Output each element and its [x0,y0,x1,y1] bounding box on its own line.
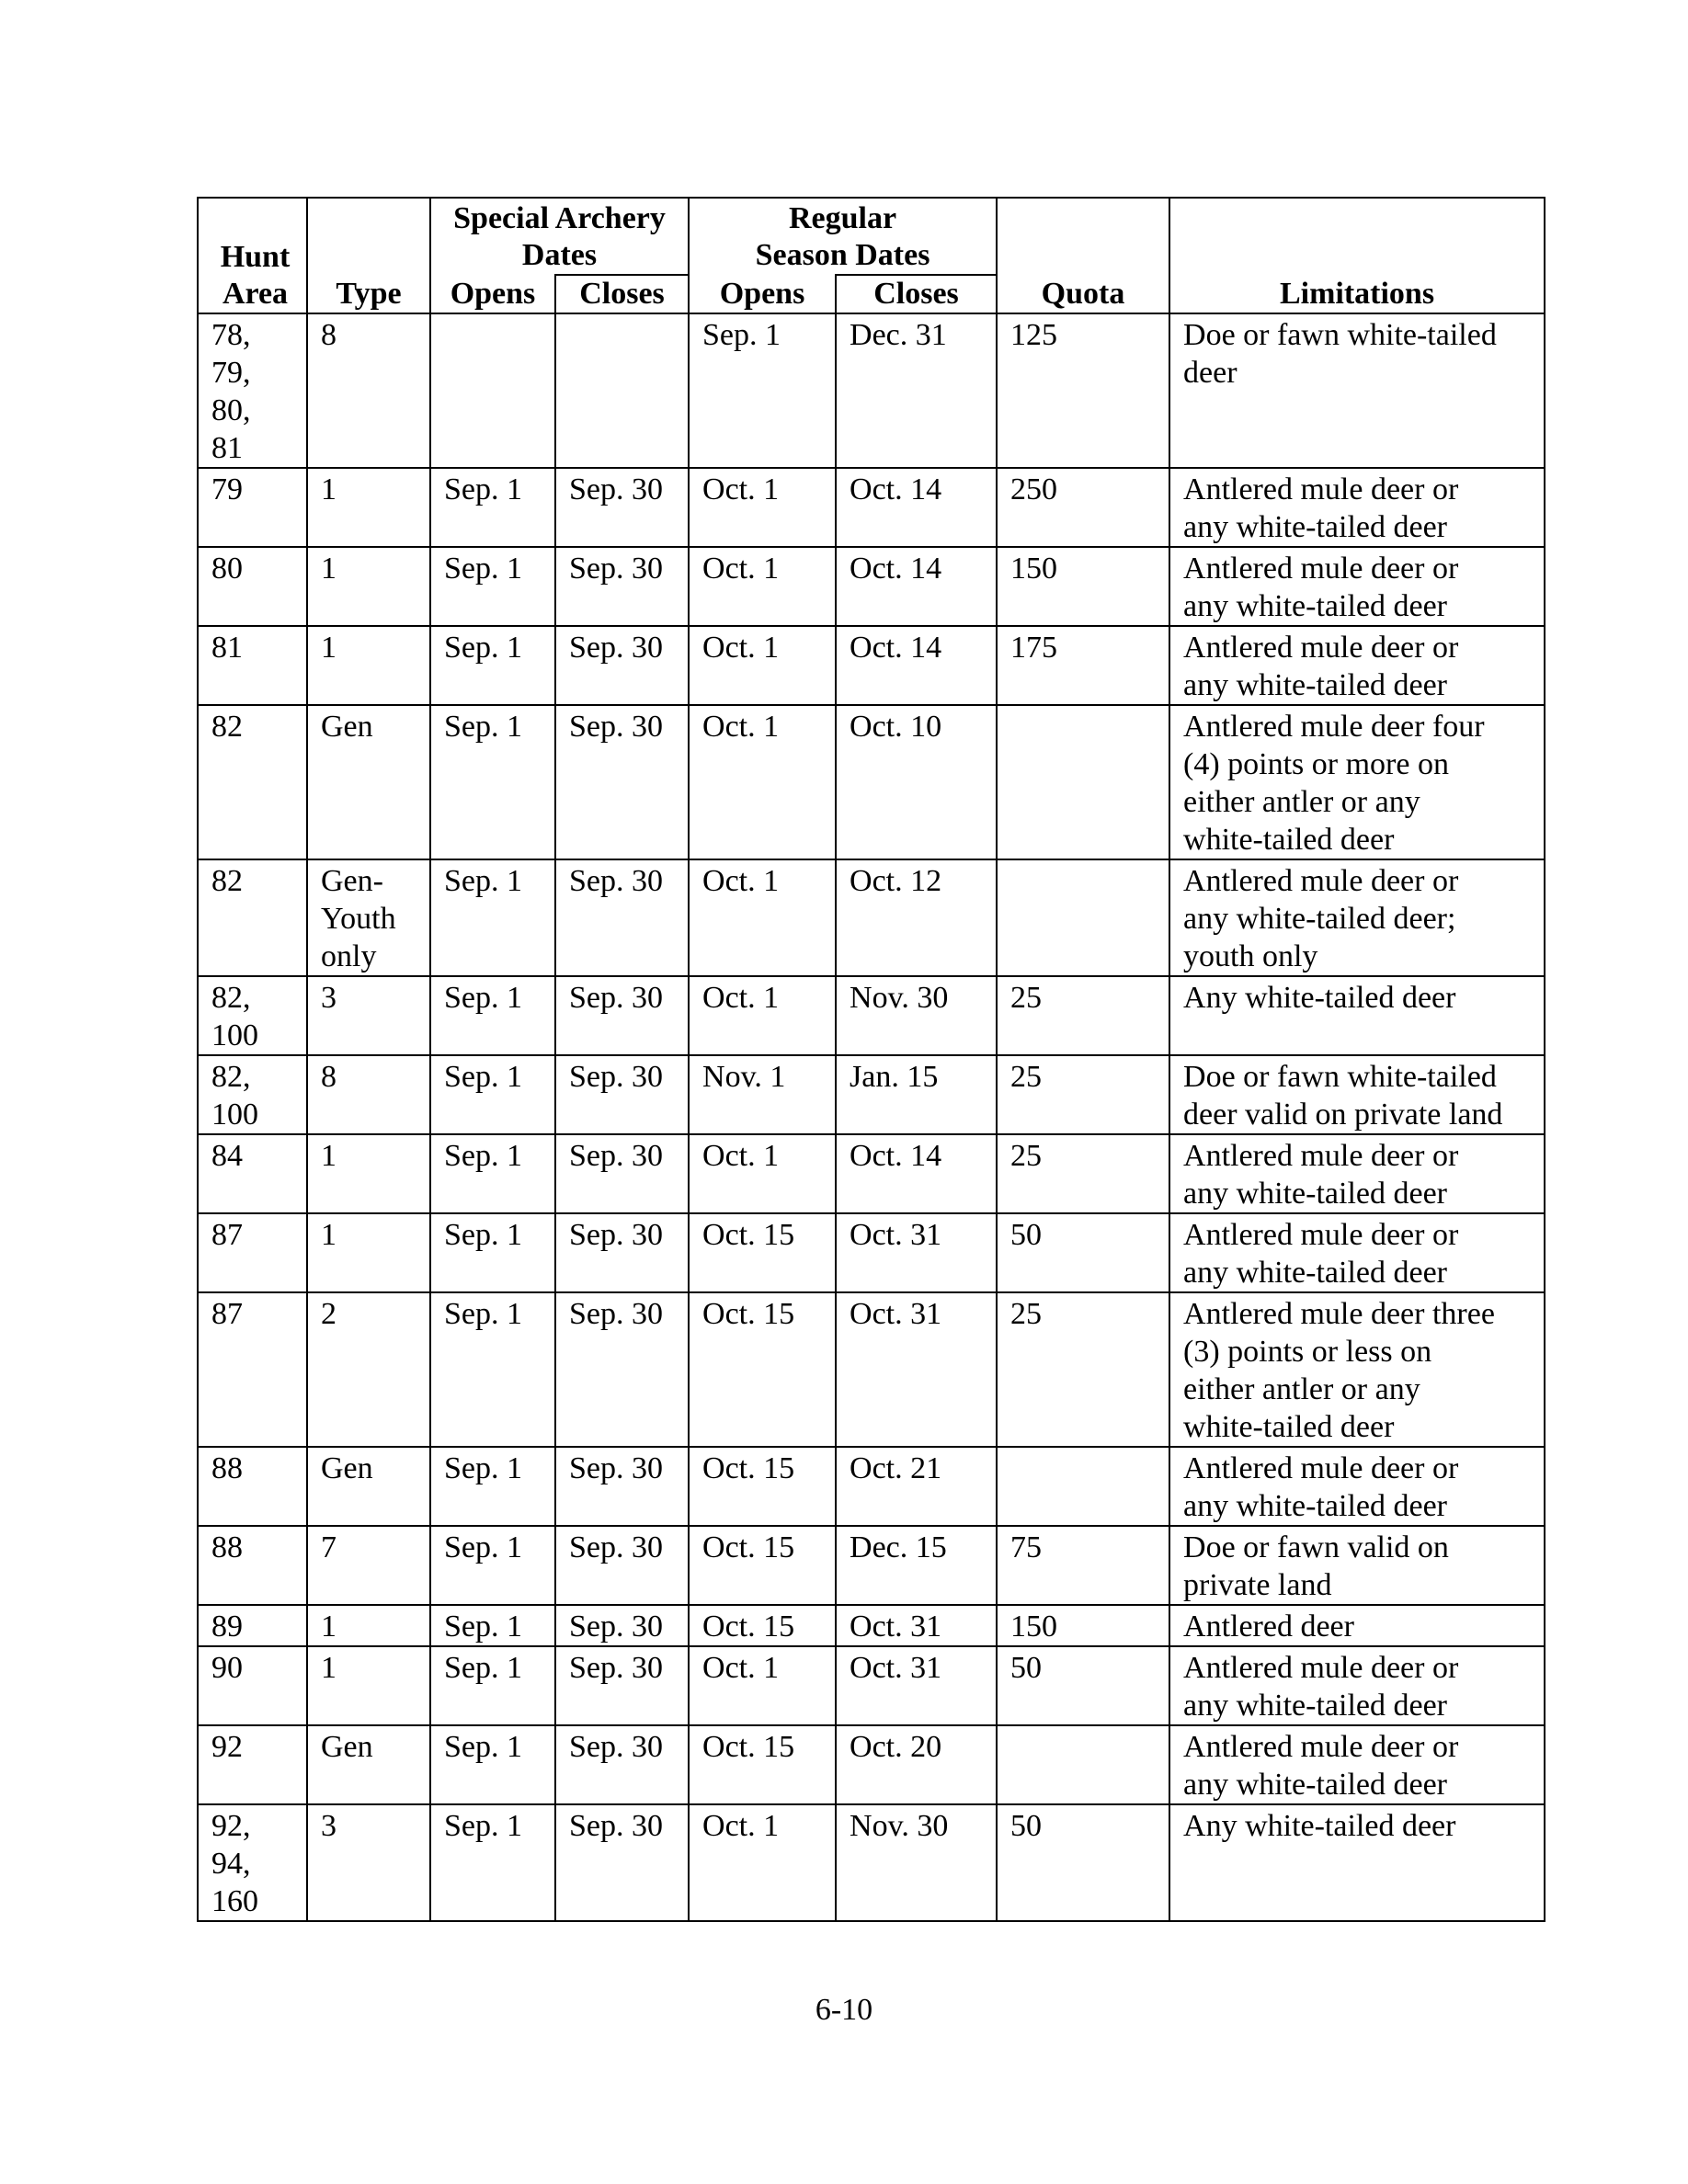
cell-quota: 150 [997,1605,1169,1646]
cell-regular-closes: Oct. 14 [836,626,997,705]
cell-archery-opens: Sep. 1 [430,1134,555,1213]
cell-hunt-area-line: 88 [211,1451,243,1485]
header-archery-opens: Opens [430,275,555,313]
cell-archery-opens: Sep. 1 [430,1213,555,1292]
header-regular-season-line1: Regular [788,201,897,235]
cell-limitations [1169,859,1545,976]
cell-hunt-area-line: 88 [211,1530,243,1564]
cell-hunt-area-line: 79 [211,472,243,506]
hunt-season-table [197,197,1545,1922]
cell-regular-opens: Oct. 1 [689,1134,836,1213]
table-row [198,976,1545,1055]
cell-regular-closes: Oct. 14 [836,547,997,626]
cell-hunt-area-line: 84 [211,1139,243,1173]
cell-hunt-area-line: 100 [211,1018,258,1052]
cell-regular-closes: Nov. 30 [836,976,997,1055]
cell-hunt-area-line: 90 [211,1651,243,1685]
cell-regular-closes: Oct. 31 [836,1605,997,1646]
cell-archery-opens: Sep. 1 [430,468,555,547]
table-row [198,1292,1545,1447]
cell-hunt-area [198,1055,307,1134]
cell-type [307,626,430,705]
cell-hunt-area [198,1646,307,1725]
cell-limitations-line: either antler or any [1183,785,1420,819]
cell-limitations-line: white-tailed deer [1183,1410,1395,1444]
cell-limitations-line: youth only [1183,939,1318,973]
cell-regular-opens: Nov. 1 [689,1055,836,1134]
cell-limitations [1169,1134,1545,1213]
cell-limitations-line: Antlered mule deer four [1183,710,1485,744]
cell-limitations [1169,1055,1545,1134]
cell-type-line: 8 [321,1060,336,1094]
cell-type-line: 3 [321,981,336,1015]
cell-regular-closes: Jan. 15 [836,1055,997,1134]
cell-type [307,1213,430,1292]
cell-hunt-area-line: 80 [211,552,243,586]
cell-limitations [1169,1725,1545,1804]
cell-hunt-area-line: 79, [211,356,251,390]
cell-quota [997,1447,1169,1526]
cell-archery-closes: Sep. 30 [555,1292,689,1447]
cell-limitations-line: any white-tailed deer [1183,668,1447,702]
cell-type [307,1605,430,1646]
cell-type [307,547,430,626]
cell-archery-closes: Sep. 30 [555,1526,689,1605]
table-row [198,468,1545,547]
cell-limitations [1169,1646,1545,1725]
cell-quota: 25 [997,1292,1169,1447]
cell-archery-opens: Sep. 1 [430,1292,555,1447]
cell-limitations [1169,1804,1545,1921]
cell-type [307,859,430,976]
cell-type-line: 1 [321,1610,336,1644]
table-row [198,313,1545,468]
cell-archery-closes: Sep. 30 [555,1134,689,1213]
cell-limitations-line: any white-tailed deer [1183,1489,1447,1523]
header-regular-season-line2: Season Dates [755,238,930,272]
cell-regular-opens: Oct. 1 [689,859,836,976]
cell-archery-closes: Sep. 30 [555,626,689,705]
cell-regular-closes: Oct. 31 [836,1213,997,1292]
cell-limitations-line: Antlered mule deer or [1183,1451,1459,1485]
cell-limitations-line: any white-tailed deer [1183,1689,1447,1723]
header-special-archery-line2: Dates [521,238,598,272]
cell-type [307,1055,430,1134]
cell-hunt-area-line: 82 [211,710,243,744]
cell-regular-opens: Oct. 1 [689,547,836,626]
cell-hunt-area [198,1725,307,1804]
cell-regular-opens: Oct. 1 [689,1646,836,1725]
cell-hunt-area-line: 87 [211,1297,243,1331]
cell-hunt-area [198,1213,307,1292]
cell-limitations-line: Doe or fawn white-tailed [1183,318,1497,352]
cell-regular-opens: Oct. 1 [689,626,836,705]
cell-quota [997,859,1169,976]
cell-quota: 250 [997,468,1169,547]
header-special-archery-line1: Special Archery [453,201,666,235]
cell-hunt-area-line: 87 [211,1218,243,1252]
cell-type-line: 1 [321,1651,336,1685]
cell-archery-closes: Sep. 30 [555,1447,689,1526]
cell-limitations-line: white-tailed deer [1183,823,1395,857]
cell-quota [997,1725,1169,1804]
header-hunt-area-line1: Hunt [220,240,291,274]
cell-archery-opens: Sep. 1 [430,1526,555,1605]
header-type [307,198,430,313]
cell-limitations-line: Antlered mule deer or [1183,631,1459,665]
cell-type [307,1292,430,1447]
cell-limitations-line: Doe or fawn white-tailed [1183,1060,1497,1094]
table-row [198,547,1545,626]
cell-hunt-area-line: 94, [211,1847,251,1881]
cell-quota: 50 [997,1804,1169,1921]
table-row [198,1646,1545,1725]
cell-regular-opens: Oct. 1 [689,705,836,859]
cell-hunt-area-line: 78, [211,318,251,352]
header-type-label: Type [336,277,402,311]
cell-archery-opens: Sep. 1 [430,1055,555,1134]
table-row [198,1055,1545,1134]
cell-quota: 25 [997,1055,1169,1134]
header-quota [997,198,1169,313]
header-hunt-area-line2: Area [222,277,289,311]
cell-regular-closes: Oct. 14 [836,1134,997,1213]
cell-type-line: 2 [321,1297,336,1331]
cell-limitations [1169,468,1545,547]
cell-type [307,313,430,468]
cell-limitations [1169,976,1545,1055]
cell-regular-closes: Oct. 12 [836,859,997,976]
cell-limitations-line: any white-tailed deer [1183,1768,1447,1802]
cell-regular-closes: Dec. 31 [836,313,997,468]
table-row [198,626,1545,705]
cell-limitations [1169,1213,1545,1292]
cell-hunt-area [198,626,307,705]
header-limitations-label: Limitations [1279,277,1435,311]
cell-limitations-line: any white-tailed deer [1183,1177,1447,1211]
cell-regular-opens: Oct. 15 [689,1447,836,1526]
cell-hunt-area [198,1526,307,1605]
cell-quota: 25 [997,1134,1169,1213]
cell-quota: 50 [997,1646,1169,1725]
cell-type-line: 3 [321,1809,336,1843]
cell-limitations [1169,547,1545,626]
cell-limitations-line: Antlered mule deer or [1183,864,1459,898]
cell-regular-closes: Nov. 30 [836,1804,997,1921]
cell-limitations-line: private land [1183,1568,1332,1602]
cell-type [307,1526,430,1605]
cell-hunt-area-line: 82, [211,1060,251,1094]
cell-limitations-line: Antlered deer [1183,1610,1354,1644]
cell-limitations-line: Antlered mule deer or [1183,1218,1459,1252]
table-row [198,1725,1545,1804]
cell-type-line: Gen [321,710,373,744]
cell-archery-closes: Sep. 30 [555,976,689,1055]
cell-regular-opens: Oct. 15 [689,1526,836,1605]
cell-archery-opens: Sep. 1 [430,1646,555,1725]
cell-hunt-area [198,1804,307,1921]
cell-type [307,1447,430,1526]
cell-limitations [1169,626,1545,705]
cell-limitations [1169,1292,1545,1447]
cell-archery-opens: Sep. 1 [430,626,555,705]
cell-archery-closes: Sep. 30 [555,1213,689,1292]
cell-archery-closes: Sep. 30 [555,1804,689,1921]
cell-limitations-line: (3) points or less on [1183,1335,1432,1369]
cell-hunt-area-line: 89 [211,1610,243,1644]
cell-archery-opens: Sep. 1 [430,976,555,1055]
cell-hunt-area [198,1605,307,1646]
cell-limitations [1169,1605,1545,1646]
cell-type-line: 1 [321,552,336,586]
header-archery-closes: Closes [555,275,689,313]
cell-limitations-line: any white-tailed deer [1183,589,1447,623]
cell-type [307,1725,430,1804]
cell-hunt-area-line: 80, [211,393,251,427]
header-hunt-area [198,198,307,313]
cell-quota: 50 [997,1213,1169,1292]
cell-type-line: Gen [321,1451,373,1485]
cell-quota: 175 [997,626,1169,705]
cell-type-line: 1 [321,1218,336,1252]
cell-hunt-area [198,859,307,976]
cell-hunt-area-line: 160 [211,1884,258,1918]
cell-archery-opens: Sep. 1 [430,547,555,626]
cell-type [307,1134,430,1213]
table-header [198,198,1545,313]
cell-archery-closes: Sep. 30 [555,547,689,626]
cell-archery-closes: Sep. 30 [555,705,689,859]
cell-limitations [1169,1447,1545,1526]
cell-limitations-line: Antlered mule deer or [1183,1139,1459,1173]
table-row [198,1447,1545,1526]
cell-type-line: 8 [321,318,336,352]
cell-limitations-line: Any white-tailed deer [1183,981,1456,1015]
cell-archery-opens: Sep. 1 [430,1804,555,1921]
cell-type-line: 1 [321,472,336,506]
cell-regular-closes: Oct. 20 [836,1725,997,1804]
cell-limitations-line: deer [1183,356,1237,390]
cell-hunt-area-line: 81 [211,431,243,465]
cell-archery-closes: Sep. 30 [555,1725,689,1804]
cell-hunt-area [198,468,307,547]
cell-type-line: only [321,939,377,973]
cell-limitations-line: Antlered mule deer or [1183,552,1459,586]
page-number: 6-10 [815,1993,873,2027]
cell-type-line: 7 [321,1530,336,1564]
cell-limitations-line: any white-tailed deer; [1183,902,1456,936]
header-regular-closes: Closes [836,275,997,313]
cell-type [307,468,430,547]
cell-regular-closes: Dec. 15 [836,1526,997,1605]
cell-hunt-area-line: 82 [211,864,243,898]
cell-hunt-area-line: 82, [211,981,251,1015]
cell-quota: 75 [997,1526,1169,1605]
cell-archery-opens: Sep. 1 [430,705,555,859]
cell-limitations [1169,1526,1545,1605]
cell-hunt-area [198,1447,307,1526]
cell-archery-closes [555,313,689,468]
cell-limitations [1169,705,1545,859]
cell-hunt-area-line: 92 [211,1730,243,1764]
header-regular-season-dates [689,198,997,275]
cell-regular-opens: Oct. 1 [689,468,836,547]
cell-limitations-line: Antlered mule deer three [1183,1297,1495,1331]
cell-regular-opens: Oct. 15 [689,1605,836,1646]
cell-type [307,1646,430,1725]
cell-archery-closes: Sep. 30 [555,1055,689,1134]
table-row [198,859,1545,976]
cell-regular-opens: Oct. 15 [689,1292,836,1447]
cell-hunt-area-line: 92, [211,1809,251,1843]
cell-archery-opens [430,313,555,468]
cell-limitations-line: any white-tailed deer [1183,1256,1447,1290]
cell-limitations-line: Any white-tailed deer [1183,1809,1456,1843]
cell-regular-closes: Oct. 31 [836,1292,997,1447]
table-row [198,1804,1545,1921]
cell-limitations-line: Antlered mule deer or [1183,1651,1459,1685]
cell-archery-opens: Sep. 1 [430,859,555,976]
header-limitations [1169,198,1545,313]
cell-hunt-area [198,976,307,1055]
table-row [198,1526,1545,1605]
cell-regular-closes: Oct. 14 [836,468,997,547]
table-row [198,1213,1545,1292]
cell-type [307,976,430,1055]
cell-regular-closes: Oct. 21 [836,1447,997,1526]
cell-hunt-area [198,1134,307,1213]
cell-archery-opens: Sep. 1 [430,1725,555,1804]
table-row [198,705,1545,859]
cell-hunt-area-line: 81 [211,631,243,665]
cell-limitations-line: either antler or any [1183,1372,1420,1406]
cell-quota [997,705,1169,859]
cell-regular-closes: Oct. 31 [836,1646,997,1725]
cell-type-line: 1 [321,1139,336,1173]
table-row [198,1605,1545,1646]
cell-hunt-area [198,1292,307,1447]
cell-archery-opens: Sep. 1 [430,1447,555,1526]
cell-archery-closes: Sep. 30 [555,468,689,547]
table-row [198,1134,1545,1213]
cell-type-line: Gen- [321,864,383,898]
cell-type [307,1804,430,1921]
cell-regular-opens: Sep. 1 [689,313,836,468]
header-special-archery-dates [430,198,689,275]
cell-limitations-line: Doe or fawn valid on [1183,1530,1449,1564]
cell-hunt-area [198,313,307,468]
cell-regular-closes: Oct. 10 [836,705,997,859]
cell-type [307,705,430,859]
cell-limitations [1169,313,1545,468]
cell-archery-closes: Sep. 30 [555,1646,689,1725]
cell-regular-opens: Oct. 15 [689,1725,836,1804]
cell-limitations-line: Antlered mule deer or [1183,1730,1459,1764]
header-regular-opens: Opens [689,275,836,313]
cell-type-line: Youth [321,902,396,936]
cell-regular-opens: Oct. 1 [689,1804,836,1921]
cell-archery-closes: Sep. 30 [555,859,689,976]
cell-hunt-area [198,705,307,859]
cell-regular-opens: Oct. 15 [689,1213,836,1292]
cell-quota: 125 [997,313,1169,468]
cell-archery-opens: Sep. 1 [430,1605,555,1646]
cell-hunt-area-line: 100 [211,1098,258,1132]
table-body [198,313,1545,1921]
cell-quota: 25 [997,976,1169,1055]
header-quota-label: Quota [1041,277,1125,311]
cell-limitations-line: (4) points or more on [1183,747,1449,781]
cell-regular-opens: Oct. 1 [689,976,836,1055]
cell-type-line: Gen [321,1730,373,1764]
cell-type-line: 1 [321,631,336,665]
cell-hunt-area [198,547,307,626]
cell-limitations-line: Antlered mule deer or [1183,472,1459,506]
cell-archery-closes: Sep. 30 [555,1605,689,1646]
cell-limitations-line: any white-tailed deer [1183,510,1447,544]
cell-limitations-line: deer valid on private land [1183,1098,1503,1132]
cell-quota: 150 [997,547,1169,626]
